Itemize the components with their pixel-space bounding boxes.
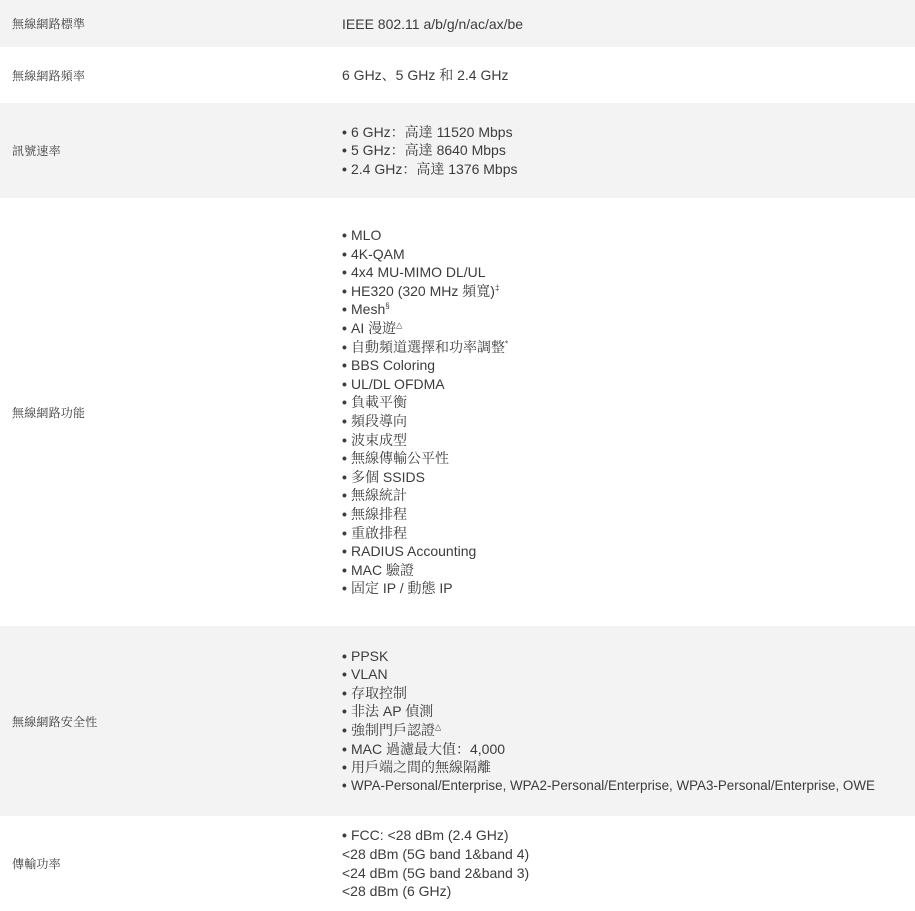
list-item: • VLAN <box>342 666 388 683</box>
list-item: • 強制門戶認證△ <box>342 722 442 738</box>
text-line: <28 dBm (6 GHz) <box>342 883 452 900</box>
list-item: • 4K-QAM <box>342 245 405 262</box>
list-item: • FCC: <28 dBm (2.4 GHz) <box>342 827 509 844</box>
bullet-list <box>342 226 915 598</box>
footnote-mark: △ <box>435 722 442 732</box>
spec-value <box>330 647 915 796</box>
list-item: • 重啟排程 <box>342 524 407 541</box>
footnote-mark: * <box>505 338 509 348</box>
list-item: • 6 GHz：高達 11520 Mbps <box>342 123 513 140</box>
spec-label: 無線網路頻率 <box>12 68 86 83</box>
list-item: • 4x4 MU-MIMO DL/UL <box>342 264 486 281</box>
list-item: • RADIUS Accounting <box>342 543 477 560</box>
spec-value: 6 GHz、5 GHz 和 2.4 GHz <box>342 67 509 83</box>
spec-value: IEEE 802.11 a/b/g/n/ac/ax/be <box>342 15 524 32</box>
list-item: • 用戶端之間的無線隔離 <box>342 759 491 776</box>
footnote-mark: △ <box>396 320 403 330</box>
list-item: • MAC 過濾最大值：4,000 <box>342 740 506 757</box>
list-item: • MLO <box>342 227 382 244</box>
list-item: • 多個 SSIDS <box>342 468 425 485</box>
spec-value <box>330 826 915 900</box>
list-item: • 負載平衡 <box>342 394 407 411</box>
bullet-list <box>342 123 915 179</box>
list-item: • 頻段導向 <box>342 413 407 429</box>
spec-label: 無線網路安全性 <box>12 714 98 729</box>
spec-row-rates <box>0 103 915 198</box>
spec-value <box>330 226 915 598</box>
list-item: • MAC 驗證 <box>342 561 414 578</box>
list-item: • 波束成型 <box>342 431 407 448</box>
list-item: • 無線排程 <box>342 505 407 522</box>
spec-row-security <box>0 626 915 816</box>
list-item: • PPSK <box>342 647 389 664</box>
bullet-list <box>342 647 915 796</box>
list-item: • 非法 AP 偵測 <box>342 703 434 720</box>
list-item: • 5 GHz：高達 8640 Mbps <box>342 142 506 159</box>
spec-value <box>330 123 915 179</box>
list-item: • 存取控制 <box>342 684 407 701</box>
spec-label: 傳輸功率 <box>12 857 61 871</box>
spec-row-standard <box>0 0 915 47</box>
list-item: • HE320 (320 MHz 頻寬)‡ <box>342 282 500 299</box>
spec-label: 無線網路功能 <box>12 405 86 420</box>
spec-label: 無線網路標準 <box>12 17 86 31</box>
list-item: • BBS Coloring <box>342 357 436 374</box>
text-line: <24 dBm (5G band 2&band 3) <box>342 864 530 881</box>
bullet-list <box>342 826 915 845</box>
spec-row-features <box>0 198 915 626</box>
list-item: • Mesh§ <box>342 301 390 318</box>
list-item: • 自動頻道選擇和功率調整* <box>342 338 509 355</box>
list-item: • 無線傳輸公平性 <box>342 450 449 467</box>
footnote-mark: § <box>385 301 390 311</box>
text-line: <28 dBm (5G band 1&band 4) <box>342 845 530 862</box>
footnote-mark: ‡ <box>494 283 500 293</box>
list-item: • 固定 IP / 動態 IP <box>342 580 453 597</box>
spec-row-frequency <box>0 47 915 103</box>
list-item: • 無線統計 <box>342 487 407 504</box>
list-item: • UL/DL OFDMA <box>342 375 445 392</box>
list-item: • 2.4 GHz：高達 1376 Mbps <box>342 160 518 177</box>
list-item: • WPA-Personal/Enterprise, WPA2-Personal/Enterprise, WPA3-Personal/Enterprise, OWE <box>342 777 875 793</box>
spec-row-tx-power <box>0 816 915 911</box>
spec-label: 訊號速率 <box>12 144 61 158</box>
list-item: • AI 漫遊△ <box>342 320 403 337</box>
